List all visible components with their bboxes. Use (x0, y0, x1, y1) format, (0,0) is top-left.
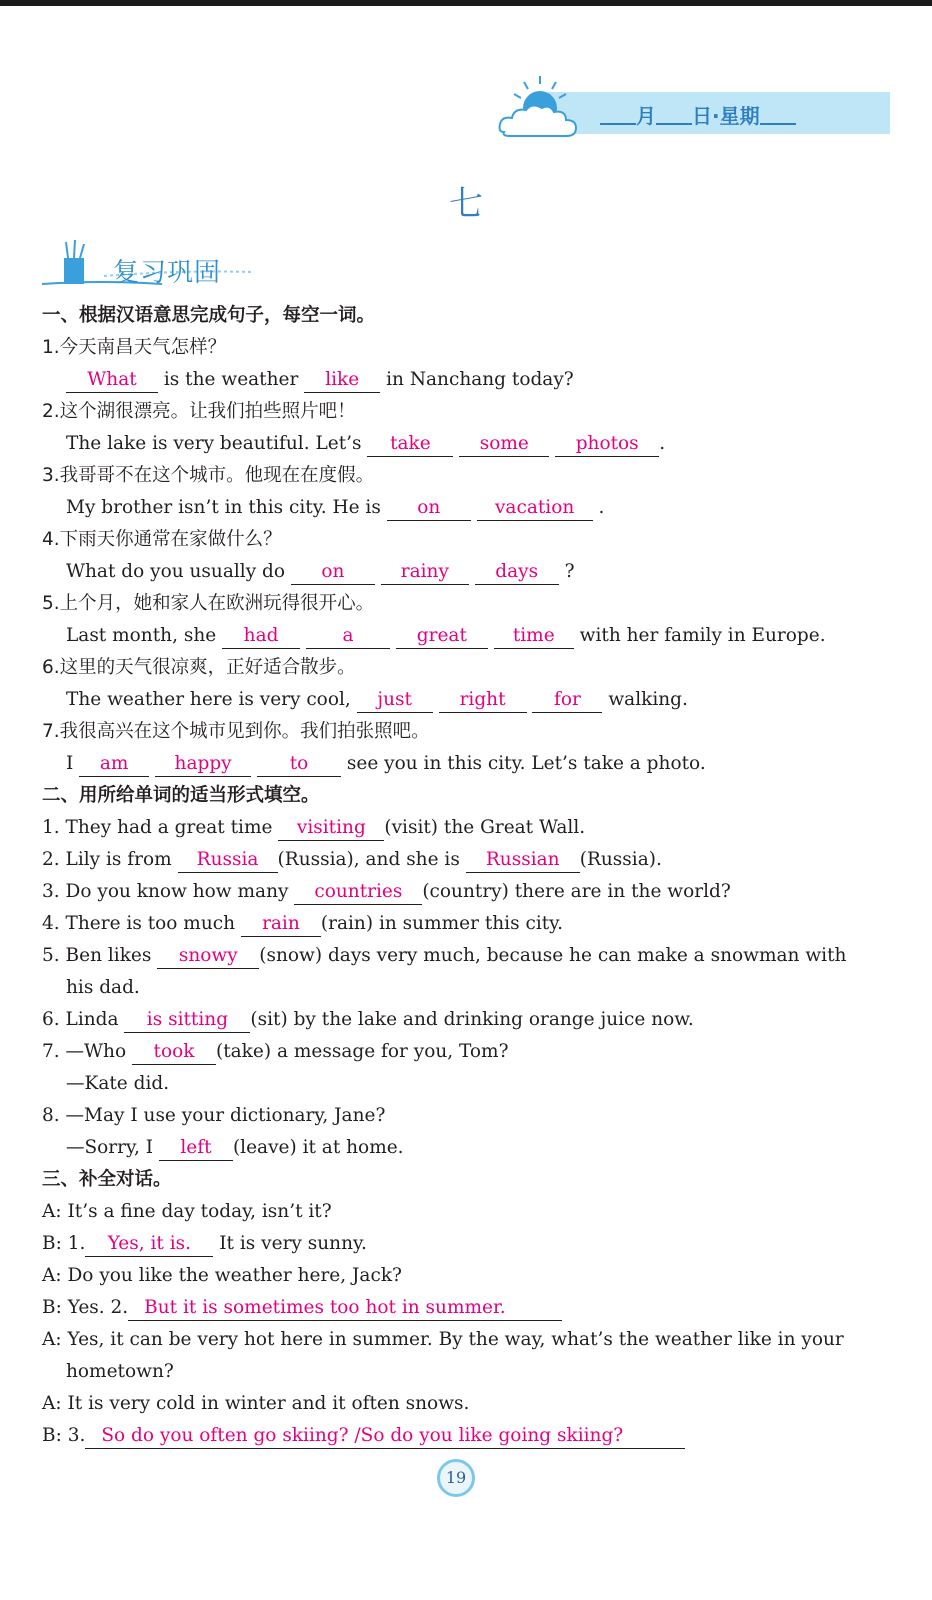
dialogue-line: A: It is very cold in winter and it often snows. (42, 1393, 470, 1414)
dialogue-line: A: Do you like the weather here, Jack? (42, 1265, 402, 1286)
answer-blank[interactable]: had (222, 624, 300, 649)
answer-blank[interactable]: right (439, 688, 527, 713)
sentence-text: Last month, she (66, 625, 217, 646)
answer-blank[interactable]: some (459, 432, 549, 457)
p1-q1-cn: 1.今天南昌天气怎样？ (42, 337, 227, 358)
sentence-text: I (66, 753, 74, 774)
p1-q4-cn: 4.下雨天你通常在家做什么？ (42, 529, 282, 550)
p2-q7-reply: —Kate did. (66, 1073, 170, 1094)
answer-blank[interactable]: vacation (477, 496, 593, 521)
p2-q2 (42, 844, 892, 876)
answer-blank[interactable]: Russia (178, 848, 278, 873)
p2-q3 (42, 876, 892, 908)
answer-blank[interactable]: time (494, 624, 574, 649)
answer-blank[interactable]: great (396, 624, 488, 649)
p1-q2-en (42, 428, 892, 460)
sentence-text: ? (564, 561, 575, 582)
worksheet-content (42, 300, 892, 1452)
sentence-text: 4. There is too much (42, 913, 236, 934)
answer-blank[interactable]: like (304, 368, 380, 393)
p2-q7 (42, 1036, 892, 1068)
sentence-text: 2. Lily is from (42, 849, 172, 870)
answer-blank[interactable]: snowy (157, 944, 259, 969)
sentence-text: B: Yes. 2. (42, 1297, 129, 1318)
dialogue-line: A: Yes, it can be very hot here in summer. By the way, what’s the weather like in your (42, 1329, 844, 1350)
day-label: 日·星期 (692, 104, 760, 128)
p1-q4-en (42, 556, 892, 588)
sentence-text: 1. They had a great time (42, 817, 273, 838)
p2-q5-cont: his dad. (66, 977, 140, 998)
sentence-text: (rain) in summer this city. (320, 913, 564, 934)
sentence-text: —Sorry, I (66, 1137, 154, 1158)
dialogue-line: hometown? (66, 1361, 174, 1382)
part1-heading: 一、根据汉语意思完成句子，每空一词。 (42, 305, 376, 326)
sentence-text: (take) a message for you, Tom? (216, 1041, 509, 1062)
sentence-text: (country) there are in the world? (422, 881, 731, 902)
date-fields (600, 100, 796, 129)
answer-blank[interactable]: for (532, 688, 602, 713)
p1-q7-en (42, 748, 892, 780)
sentence-text: (leave) it at home. (232, 1137, 404, 1158)
answer-blank[interactable]: days (475, 560, 559, 585)
sentence-text: see you in this city. Let’s take a photo. (346, 753, 706, 774)
sentence-text: My brother isn’t in this city. He is (66, 497, 381, 518)
dialogue-line (42, 1292, 892, 1324)
answer-blank[interactable]: took (132, 1040, 216, 1065)
sentence-text: 3. Do you know how many (42, 881, 289, 902)
p2-q5 (42, 940, 892, 972)
top-border (0, 0, 932, 6)
sentence-text: The lake is very beautiful. Let’s (66, 433, 362, 454)
answer-blank[interactable]: is sitting (124, 1008, 250, 1033)
sentence-text: (Russia). (579, 849, 662, 870)
part2-heading: 二、用所给单词的适当形式填空。 (42, 785, 320, 806)
sentence-text: (snow) days very much, because he can make a snowman with (259, 945, 847, 966)
month-blank[interactable] (600, 105, 636, 125)
p1-q5-cn: 5.上个月，她和家人在欧洲玩得很开心。 (42, 593, 375, 614)
day-blank[interactable] (656, 105, 692, 125)
sun-cloud-icon (496, 74, 582, 140)
section-label: 复习巩固 (113, 258, 222, 288)
p1-q3-en (42, 492, 892, 524)
sentence-text: B: 1. (42, 1233, 86, 1254)
sentence-text: What do you usually do (66, 561, 286, 582)
sentence-text: in Nanchang today? (386, 369, 574, 390)
sentence-text: is the weather (163, 369, 299, 390)
sentence-text: (visit) the Great Wall. (384, 817, 586, 838)
answer-blank[interactable]: on (387, 496, 471, 521)
p1-q7-cn: 7.我很高兴在这个城市见到你。我们拍张照吧。 (42, 721, 430, 742)
answer-blank[interactable]: So do you often go skiing? /So do you like going skiing? (85, 1424, 685, 1449)
answer-blank[interactable]: What (66, 368, 158, 393)
answer-blank[interactable]: photos (555, 432, 659, 457)
answer-blank[interactable]: countries (294, 880, 422, 905)
p1-q2-cn: 2.这个湖很漂亮。让我们拍些照片吧！ (42, 401, 356, 422)
answer-blank[interactable]: visiting (278, 816, 384, 841)
answer-blank[interactable]: rain (241, 912, 321, 937)
p1-q6-cn: 6.这里的天气很凉爽，正好适合散步。 (42, 657, 356, 678)
answer-blank[interactable]: am (79, 752, 149, 777)
answer-blank[interactable]: Russian (466, 848, 580, 873)
sentence-text: with her family in Europe. (579, 625, 826, 646)
p2-q4 (42, 908, 892, 940)
sentence-text: 6. Linda (42, 1009, 119, 1030)
answer-blank[interactable]: Yes, it is. (85, 1232, 213, 1257)
sentence-text: . (598, 497, 605, 518)
p2-q8: 8. —May I use your dictionary, Jane? (42, 1105, 386, 1126)
weekday-blank[interactable] (760, 105, 796, 125)
p1-q6-en (42, 684, 892, 716)
answer-blank[interactable]: But it is sometimes too hot in summer. (128, 1296, 562, 1321)
page-title: 七 (449, 184, 483, 224)
p2-q1 (42, 812, 892, 844)
sentence-text: The weather here is very cool, (66, 689, 351, 710)
dialogue-line (42, 1420, 892, 1452)
sentence-text: 7. —Who (42, 1041, 127, 1062)
answer-blank[interactable]: rainy (381, 560, 469, 585)
answer-blank[interactable]: to (257, 752, 341, 777)
sentence-text: It is very sunny. (219, 1233, 367, 1254)
answer-blank[interactable]: a (306, 624, 390, 649)
answer-blank[interactable]: left (159, 1136, 233, 1161)
sentence-text: (sit) by the lake and drinking orange juice now. (250, 1009, 694, 1030)
dialogue-line: A: It’s a fine day today, isn’t it? (42, 1201, 332, 1222)
sentence-text: walking. (608, 689, 688, 710)
sentence-text: 5. Ben likes (42, 945, 152, 966)
p1-q3-cn: 3.我哥哥不在这个城市。他现在在度假。 (42, 465, 375, 486)
month-label: 月 (636, 104, 656, 128)
p1-q1-en (42, 364, 892, 396)
answer-blank[interactable]: happy (155, 752, 251, 777)
sentence-text: B: 3. (42, 1425, 86, 1446)
sentence-text: (Russia), and she is (277, 849, 460, 870)
page-number: 19 (437, 1459, 475, 1497)
answer-blank[interactable]: on (291, 560, 375, 585)
p2-q8-reply (42, 1132, 892, 1164)
p1-q5-en (42, 620, 892, 652)
answer-blank[interactable]: just (357, 688, 433, 713)
part3-heading: 三、补全对话。 (42, 1169, 172, 1190)
sentence-text: . (659, 433, 666, 454)
dialogue-line (42, 1228, 892, 1260)
p2-q6 (42, 1004, 892, 1036)
answer-blank[interactable]: take (367, 432, 453, 457)
